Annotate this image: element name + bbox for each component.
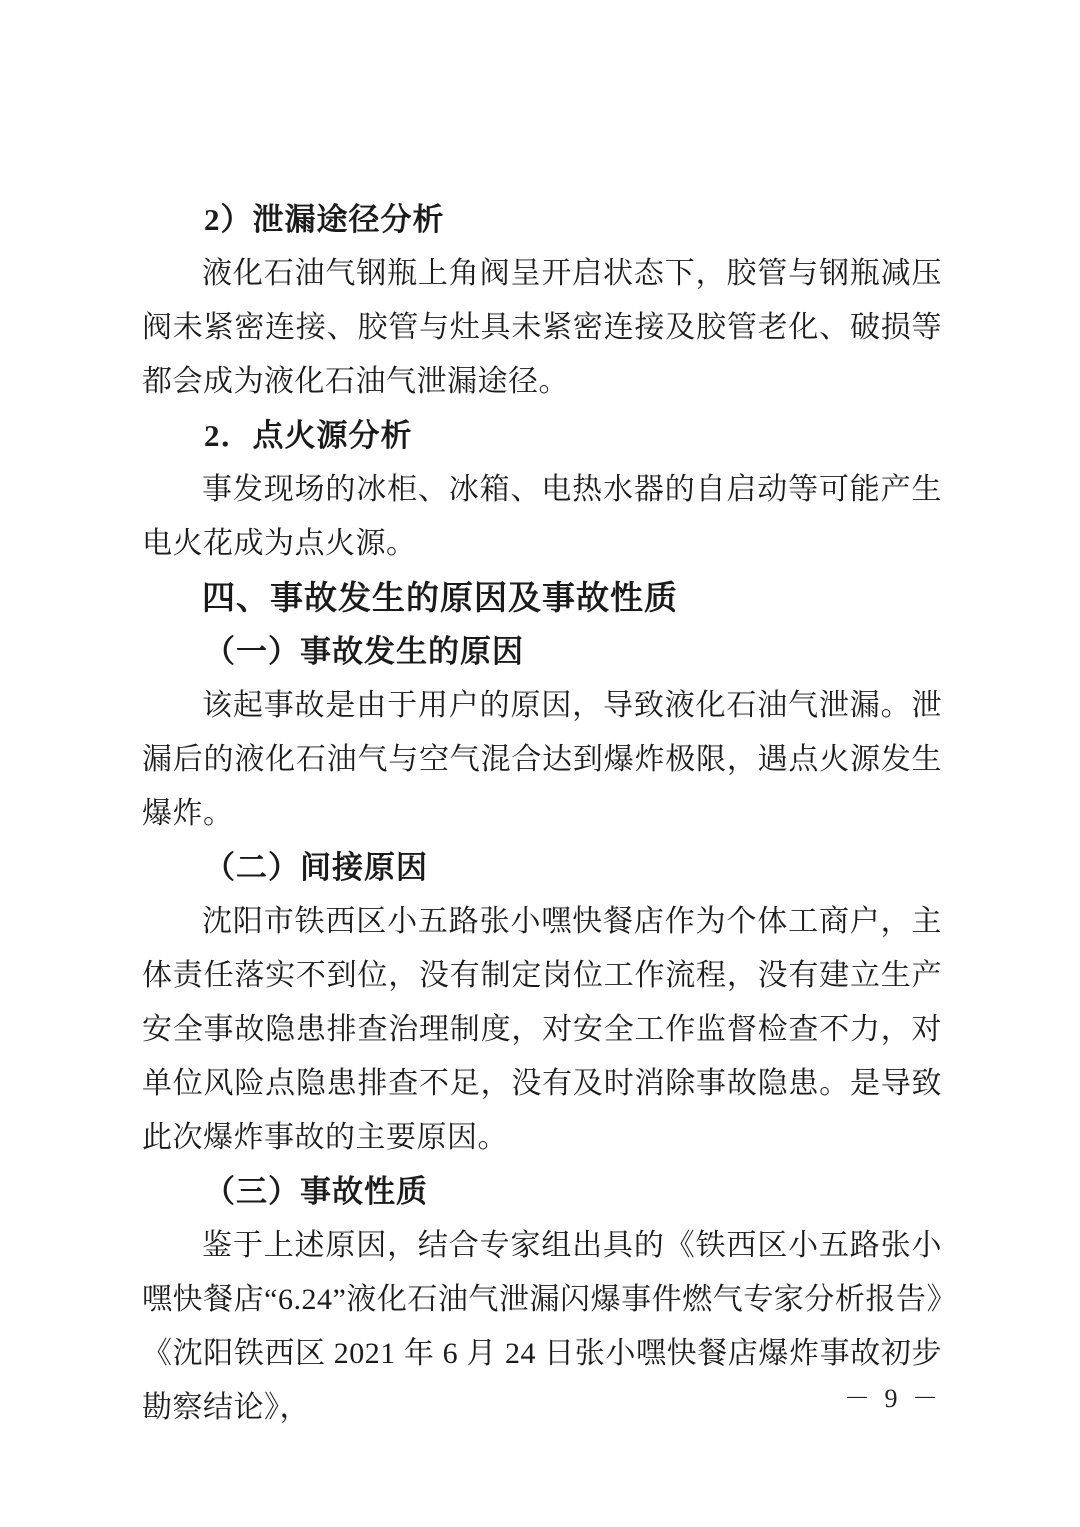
heading-accident-cause: （一）事故发生的原因 xyxy=(204,634,524,669)
paragraph-leak-path: 液化石油气钢瓶上角阀呈开启状态下，胶管与钢瓶减压阀未紧密连接、胶管与灶具未紧密连接及胶管老化、破损等都会成为液化石油气泄漏途径。 xyxy=(142,257,942,398)
heading-leak-path-analysis: 2）泄漏途径分析 xyxy=(204,202,445,237)
heading-ignition-source-analysis: 2．点火源分析 xyxy=(204,418,413,453)
heading-indirect-cause: （二）间接原因 xyxy=(204,850,428,885)
page-number: － 9 － xyxy=(843,1384,942,1413)
document-body xyxy=(142,193,942,1435)
paragraph-ignition-source: 事发现场的冰柜、冰箱、电热水器的自启动等可能产生电火花成为点火源。 xyxy=(142,473,942,560)
paragraph-indirect-cause: 沈阳市铁西区小五路张小嘿快餐店作为个体工商户，主体责任落实不到位，没有制定岗位工作流程，没有建立生产安全事故隐患排查治理制度，对安全工作监督检查不力，对单位风险点隐患排查不足，没有及时消除事故隐患。是导致此次爆炸事故的主要原因。 xyxy=(142,905,942,1154)
paragraph-accident-cause: 该起事故是由于用户的原因，导致液化石油气泄漏。泄漏后的液化石油气与空气混合达到爆炸极限，遇点火源发生爆炸。 xyxy=(142,689,942,830)
paragraph-accident-nature: 鉴于上述原因，结合专家组出具的《铁西区小五路张小嘿快餐店“6.24”液化石油气泄漏闪爆事件燃气专家分析报告》《沈阳铁西区 2021 年 6 月 24 日张小嘿快餐店爆炸事故初步勘察结论》， xyxy=(142,1229,942,1424)
heading-chapter-4-cause-and-nature: 四、事故发生的原因及事故性质 xyxy=(202,579,679,616)
heading-accident-nature: （三）事故性质 xyxy=(204,1174,428,1209)
